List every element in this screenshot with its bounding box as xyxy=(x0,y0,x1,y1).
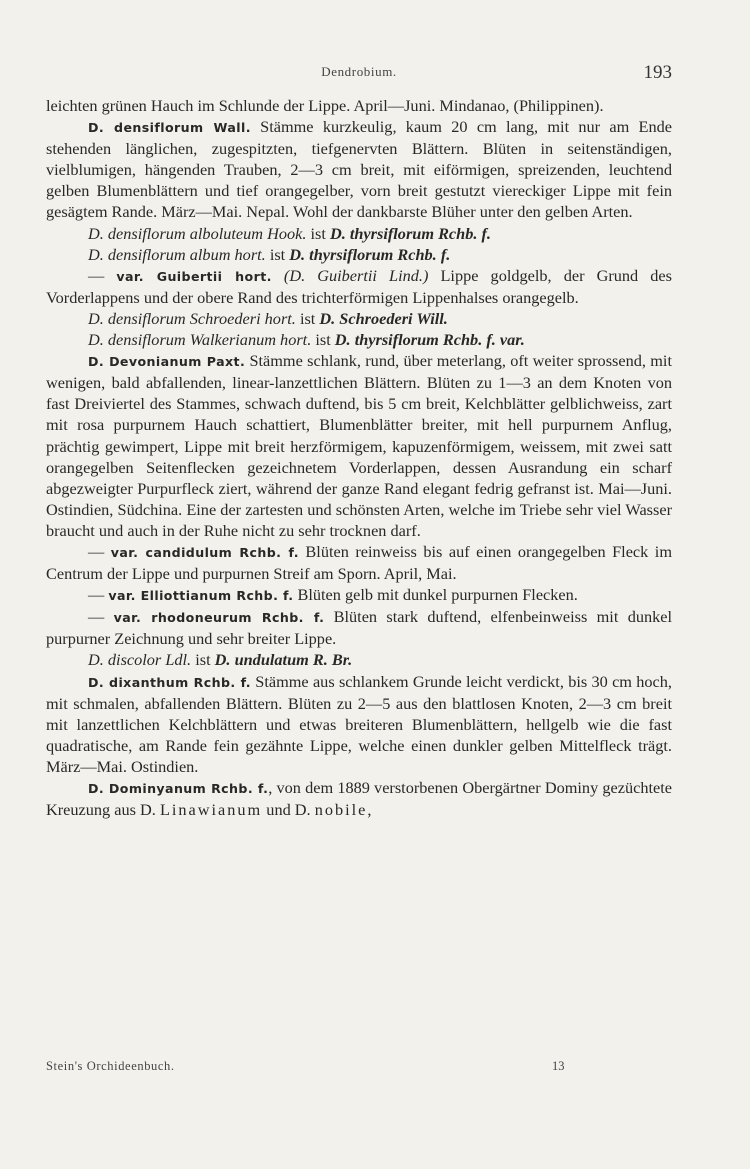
book-title: Stein's Orchideenbuch. xyxy=(46,1059,175,1073)
entry-text: Blüten reinweiss bis auf einen orangegelben Fleck im Centrum der Lippe und purpurnen Streif am Sporn. April, Mai. xyxy=(46,541,672,584)
signature-mark: 13 xyxy=(552,1059,565,1073)
synonym-album xyxy=(46,244,672,265)
page-number: 193 xyxy=(643,62,672,83)
synonym-connector: ist xyxy=(265,244,290,264)
body-text xyxy=(46,95,672,820)
dash: — xyxy=(88,607,114,627)
parent-name: Linawianum xyxy=(159,800,263,820)
entry-dominyanum xyxy=(46,777,672,820)
synonym-name: D. densiflorum Schroederi hort. xyxy=(88,308,296,328)
synonym-name: D. discolor Ldl. xyxy=(88,650,192,670)
synonym-target: D. undulatum R. Br. xyxy=(214,650,353,670)
variety-name: var. Guibertii hort. xyxy=(116,268,272,284)
synonym-schroederi xyxy=(46,308,672,329)
entry-text: und D. xyxy=(262,800,315,820)
entry-text: Stämme schlank, rund, über meterlang, oft weiter sprossend, mit wenigen, bald abfallenden, linear-lanzettlichen Blättern. Blüten zu 1—3 an dem Knoten von fast Dreiviertel des Stammes, schwach duftend, bis 5 cm breit, Kelchblätter gelblichweiss, zart mit rosa purpurnem Hauch schattiert, Blumenblätter breiter, mit hell purpurnem Anflug, prächtig gewimpert, Lippe mit breit herzförmigem, kapuzenförmigem, weissem, mit zwei satt orangegelben Seitenflecken gezeichnetem Vorderlappen, dessen Ausrandung ein scharf abgezweigter Purpurfleck ziert, während der ganze Rand elegant fedrig gefranst ist. Mai—Juni. Ostindien, Südchina. Eine der zartesten und schönsten Arten, welche im Triebe sehr viel Wasser braucht und auch in der Ruhe nicht zu sehr trocknen darf. xyxy=(46,351,672,540)
entry-text: Stämme kurzkeulig, kaum 20 cm lang, mit nur am Ende stehenden länglichen, zugespitzten, tiefgenervten Blättern. Blüten in seitenständigen, vielblumigen, hängenden Trauben, 2—3 cm breit, mit eiförmigen, spreizenden, leuchtend gelben Blumenblättern und tief orangegelber, vorn breit gestutzt viereckiger Lippe mit fein gesägtem Rande. März—Mai. Nepal. Wohl der dankbarste Blüher unter den gelben Arten. xyxy=(46,117,672,222)
dash: — xyxy=(88,265,117,285)
synonym-target: D. thyrsiflorum Rchb. f. var. xyxy=(334,330,525,350)
species-name: D. Dominyanum Rchb. f. xyxy=(88,781,269,796)
entry-text: Blüten stark duftend, elfenbeinweiss mit dunkel purpurner Zeichnung und sehr breiter Lippe. xyxy=(46,607,673,649)
synonym-name: D. densiflorum album hort. xyxy=(88,244,266,264)
page-footer xyxy=(46,1059,672,1077)
synonym-connector: ist xyxy=(295,308,320,328)
entry-text: Blüten gelb mit dunkel purpurnen Flecken. xyxy=(293,585,578,605)
dash: — xyxy=(88,585,109,605)
entry-text: , von dem 1889 verstorbenen Obergärtner Dominy gezüchtete Kreuzung aus D. xyxy=(46,778,672,820)
synonym-connector: ist xyxy=(306,223,330,243)
dash: — xyxy=(88,541,111,561)
entry-text: Stämme aus schlankem Grunde leicht verdickt, bis 30 cm hoch, mit schmalen, abfallenden Blättern. Blüten zu 2—5 aus den blattlosen Knoten, 2—3 cm breit mit lanzettlichen Kelchblättern und etwas breiteren Blumenblättern, hellgelb wie die fast quadratische, am Rande fein gezähnte Lippe, welche einen dunkler gelben Mittelfleck trägt. März—Mai. Ostindien. xyxy=(46,671,672,776)
entry-var-guibertii xyxy=(46,265,672,308)
species-name: D. densiflorum Wall. xyxy=(88,120,251,136)
synonym-walkerianum xyxy=(46,329,672,350)
running-head: Dendrobium. xyxy=(321,64,397,79)
variety-name: var. candidulum Rchb. f. xyxy=(110,544,299,560)
entry-var-candidulum xyxy=(46,541,672,584)
entry-dixanthum xyxy=(46,671,672,777)
parent-name: nobile xyxy=(314,800,368,820)
variety-synonym: (D. Guibertii Lind.) xyxy=(271,265,429,285)
synonym-name: D. densiflorum alboluteum Hook. xyxy=(88,223,307,243)
entry-text: Lippe goldgelb, der Grund des Vorderlappens und der obere Rand des trichterförmigen Lippenhalses orangegelb. xyxy=(46,265,672,307)
synonym-target: D. thyrsiflorum Rchb. f. xyxy=(289,244,451,264)
synonym-connector: ist xyxy=(191,650,215,670)
synonym-alboluteum xyxy=(46,223,672,244)
paragraph-continuation: leichten grünen Hauch im Schlunde der Lippe. April—Juni. Mindanao, (Philippinen). xyxy=(46,96,604,115)
entry-var-elliottianum xyxy=(46,584,672,606)
variety-name: var. rhodoneurum Rchb. f. xyxy=(113,610,325,626)
entry-text: , xyxy=(367,800,372,820)
synonym-target: D. Schroederi Will. xyxy=(319,308,448,328)
entry-var-rhodoneurum xyxy=(46,606,672,649)
synonym-name: D. densiflorum Walkerianum hort. xyxy=(88,330,312,350)
species-name: D. dixanthum Rchb. f. xyxy=(88,674,251,690)
variety-name: var. Elliottianum Rchb. f. xyxy=(108,588,294,604)
entry-densiflorum xyxy=(46,116,672,222)
synonym-connector: ist xyxy=(311,330,335,350)
page-header xyxy=(46,62,672,86)
species-name: D. Devonianum Paxt. xyxy=(88,354,246,370)
synonym-discolor xyxy=(46,649,672,670)
entry-devonianum xyxy=(46,350,672,541)
synonym-target: D. thyrsiflorum Rchb. f. xyxy=(329,223,491,243)
